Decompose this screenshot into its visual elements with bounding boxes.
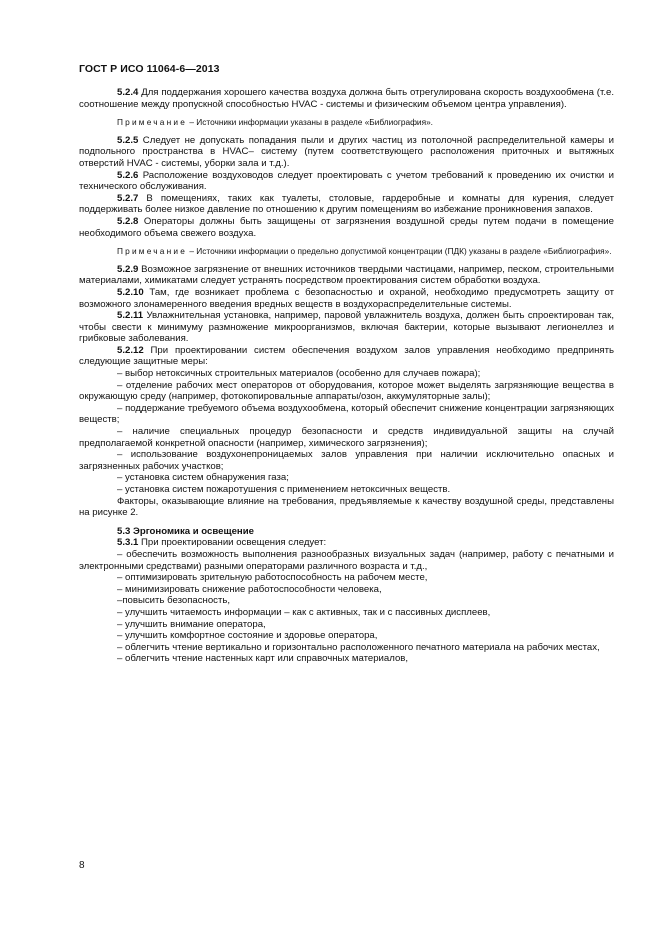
section-heading-5-3: 5.3 Эргономика и освещение [117,525,254,537]
clause-number: 5.2.12 [117,344,144,356]
clause-number: 5.2.11 [117,310,144,322]
paragraph-5-2-9 [79,264,614,287]
paragraph-5-2-4 [79,87,614,110]
note-text: – Источники информации о предельно допустимой концентрации (ПДК) указаны в разделе «Библиография». [187,246,612,257]
list-item: –повысить безопасность, [117,595,231,607]
clause-text: Там, где возникает проблема с безопасностью и охраной, необходимо предусмотреть защиту от возможного злонамеренного введения вредных веществ в воздухораспределительные системы. [79,286,614,310]
clause-text: При проектировании освещения следует: [138,537,327,549]
list-item: – обеспечить возможность выполнения разнообразных визуальных задач (например, работу с печатными и электронными средствами) разными операторами различного возраста и т.д., [79,548,614,572]
document-body [79,87,614,665]
paragraph-5-2-8 [79,216,614,239]
clause-text: Операторы должны быть защищены от загрязнения воздушной среды путем подачи в помещение необходимого объема свежего воздуха. [79,215,614,239]
note-label: Примечание [117,117,188,128]
paragraph-5-2-12 [79,345,614,368]
list-item: – поддержание требуемого объема воздухообмена, который обеспечит снижение концентрации загрязняющих веществ; [79,402,614,426]
clause-number: 5.2.5 [117,134,139,146]
list-item: – установка систем обнаружения газа; [117,472,289,484]
clause-number: 5.2.8 [117,215,139,227]
list-item: – отделение рабочих мест операторов от оборудования, которое может выделять загрязняющие вещества в окружающую среду (например, фотокопировальные аппараты/озон, аккумуляторные залы); [79,379,614,403]
paragraph-5-2-5 [79,135,614,170]
factors-paragraph: Факторы, оказывающие влияние на требования, предъявляемые к качеству воздушной среды, представлены на рисунке 2. [79,495,614,519]
note-1 [79,117,614,128]
list-item: – выбор нетоксичных строительных материалов (особенно для случаев пожара); [117,368,481,380]
clause-text: При проектировании систем обеспечения воздухом залов управления необходимо предпринять следующие защитные меры: [79,344,614,368]
note-text: – Источники информации указаны в разделе «Библиография». [187,117,433,128]
list-item: – установка систем пожаротушения с применением нетоксичных веществ. [117,484,451,495]
page-number: 8 [79,860,85,871]
list-item: – наличие специальных процедур безопасности и средств индивидуальной защиты на случай предполагаемой конкретной опасности (например, химического загрязнения); [79,426,614,449]
clause-text: Увлажнительная установка, например, паровой увлажнитель воздуха, должен быть спроектирован так, чтобы свести к минимуму размножение микроорганизмов, включая бактерии, которые вызывают легионеллез и грибковые заболевания. [79,310,614,345]
clause-number: 5.3.1 [117,537,139,549]
clause-text: Следует не допускать попадания пыли и других частиц из потолочной распределительной камеры и подпольного пространства в HVAC– систему (путем соответствующего расположения приточных и вытяжных отверстий HVAC - системы, уборки зала и т.д.). [79,134,614,169]
list-item: – облегчить чтение вертикально и горизонтально расположенного печатного материала на рабочих местах, [117,641,600,653]
paragraph-5-2-7 [79,193,614,216]
list-item: – улучшить комфортное состояние и здоровье оператора, [117,630,378,642]
paragraph-5-2-6 [79,170,614,193]
list-item: – облегчить чтение настенных карт или справочных материалов, [117,653,409,665]
clause-text: Для поддержания хорошего качества воздуха должна быть отрегулирована скорость воздухообмена (т.е. соотношение между пропускной способностью HVAC - системы и физическим объемом центра управления). [79,87,614,110]
note-2 [79,246,614,257]
note-label: Примечание [117,246,188,257]
clause-number: 5.2.10 [117,286,144,298]
list-item: – использование воздухонепроницаемых залов управления при наличии исключительно опасных и загрязненных рабочих участков; [79,449,614,472]
clause-text: В помещениях, таких как туалеты, столовые, гардеробные и комнаты для курения, следует поддерживать более низкое давление по отношению к другим помещениям во избежание проникновения запахов. [79,192,614,216]
clause-number: 5.2.4 [117,87,139,98]
clause-number: 5.2.7 [117,192,139,204]
clause-number: 5.2.6 [117,169,139,181]
list-item: – оптимизировать зрительную работоспособность на рабочем месте, [117,572,428,584]
clause-number: 5.2.9 [117,263,139,275]
list-item: – минимизировать снижение работоспособности человека, [117,583,382,595]
document-header: ГОСТ Р ИСО 11064-6—2013 [79,63,220,75]
clause-text: Возможное загрязнение от внешних источников твердыми частицами, например, песком, строительными материалами, химикатами следует устранять посредством проектирования систем обработки воздуха. [79,263,614,287]
paragraph-5-2-10 [79,287,614,310]
paragraph-5-2-11 [79,310,614,345]
list-item: – улучшить внимание оператора, [117,618,266,630]
list-item: – улучшить читаемость информации – как с активных, так и с пассивных дисплеев, [117,606,491,618]
paragraph-5-3-1 [79,537,614,549]
clause-text: Расположение воздуховодов следует проектировать с учетом требований к проведению их очистки и технического обслуживания. [79,169,614,193]
